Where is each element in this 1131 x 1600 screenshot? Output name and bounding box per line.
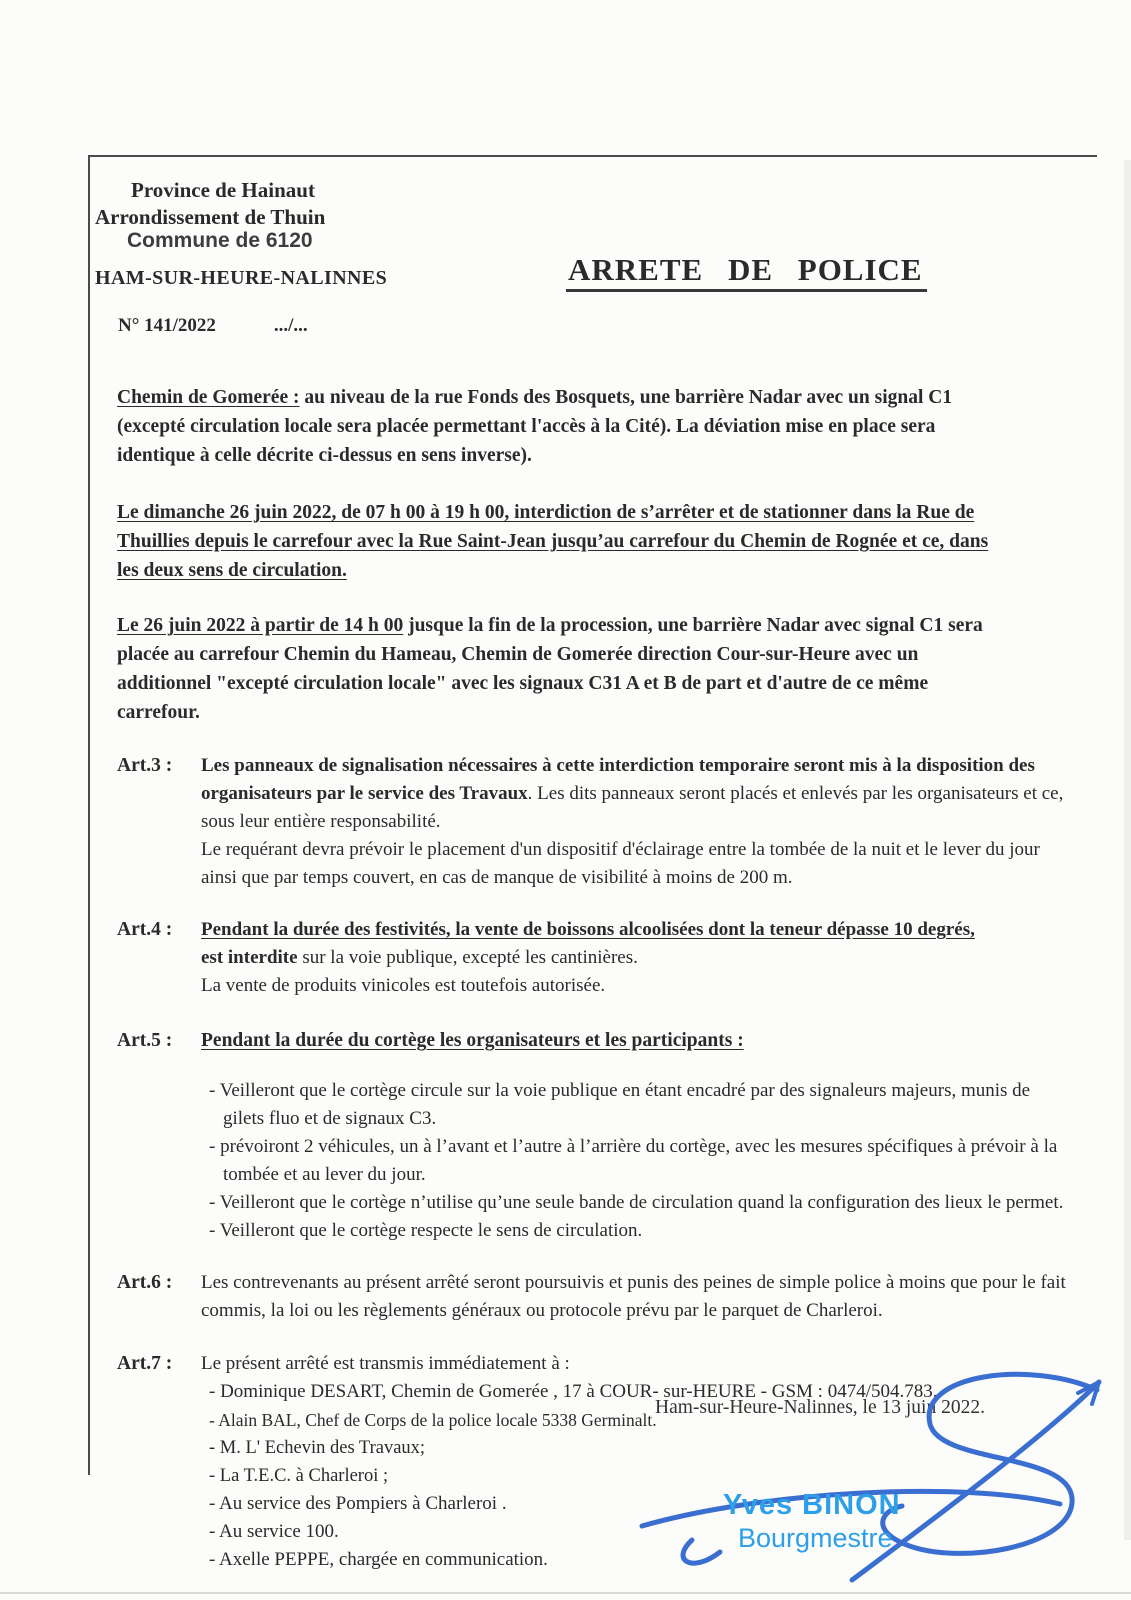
article-4-regular-run: sur la voie publique, excepté les cantinières. (297, 947, 638, 968)
bullet-item: - Veilleront que le cortège n’utilise qu’une seule bande de circulation quand la configuration des lieux le permet. (209, 1192, 1064, 1213)
paragraph-chemin-gomeree-rest: au niveau de la rue Fonds des Bosquets, une barrière Nadar avec un signal C1 (excepté circulation locale sera placée permettant l'accès à la Cité). La déviation mise en place sera identique à celle décrite ci-dessus en sens inverse). (117, 387, 953, 466)
signatory-role: Bourgmestre (738, 1523, 893, 1553)
scan-edge-right (1124, 160, 1131, 1540)
recipient-item: - Au service 100. (209, 1521, 339, 1542)
article-4-underlined-run: Pendant la durée des festivités, la vente de boissons alcoolisées dont la teneur dépasse 10 degrés, (201, 919, 975, 940)
article-6-label: Art.6 : (117, 1272, 173, 1293)
recipient-item: - M. L' Echevin des Travaux; (209, 1438, 426, 1458)
article-3-regular-run: . Les dits panneaux seront placés et enlevés par les organisateurs et ce, sous leur entière responsabilité. (201, 783, 1064, 832)
article-4 (117, 916, 1067, 1000)
signatory-name: Yves BINON (723, 1489, 901, 1521)
article-4-label: Art.4 : (117, 919, 173, 940)
paragraph-barriere-nadar-lead: Le 26 juin 2022 à partir de 14 h 00 (117, 615, 404, 636)
header-commune: Commune de 6120 (127, 229, 313, 252)
handwritten-signature-stroke (600, 1352, 1120, 1592)
bullet-item: - Veilleront que le cortège circule sur la voie publique en étant encadré par des signaleurs majeurs, munis de gilets fluo et de signaux C3. (209, 1080, 1031, 1129)
paragraph-chemin-gomeree-lead: Chemin de Gomerée : (117, 387, 300, 408)
article-5-heading: Pendant la durée du cortège les organisateurs et les participants : (201, 1030, 744, 1051)
article-5-text (201, 1027, 1067, 1245)
place-and-date: Ham-sur-Heure-Nalinnes, le 13 juin 2022. (655, 1397, 985, 1418)
article-4-line2 (201, 944, 1067, 972)
article-3-text (201, 752, 1067, 892)
article-4-text (201, 916, 1067, 1000)
recipient-item: - Axelle PEPPE, chargée en communication. (209, 1549, 548, 1570)
article-5-label: Art.5 : (117, 1030, 173, 1051)
article-5-bullet-list (201, 1077, 1067, 1245)
paragraph-chemin-gomeree (117, 375, 985, 470)
document-number (118, 315, 308, 337)
recipient-item: - Alain BAL, Chef de Corps de la police locale 5338 Germinalt. (209, 1410, 657, 1430)
paragraph-barriere-nadar-rest: jusque la fin de la procession, une barrière Nadar avec signal C1 sera placée au carrefour Chemin du Hameau, Chemin de Gomerée direction Cour-sur-Heure avec un additionnel "excepté circulation locale" avec les signaux C31 A et B de part et d'autre de ce même carrefour. (117, 615, 983, 723)
article-6-text: Les contrevenants au présent arrêté seront poursuivis et punis des peines de simple police à moins que pour le fait commis, la loi ou les règlements généraux ou protocole prévu par le parquet de Charleroi. (201, 1272, 1066, 1321)
article-4-bold-run: est interdite (201, 947, 298, 968)
frame-border-top (88, 155, 1097, 157)
header-arrondissement: Arrondissement de Thuin (95, 205, 326, 229)
bullet-item: - prévoiront 2 véhicules, un à l’avant et l’autre à l’arrière du cortège, avec les mesures spécifiques à prévoir à la tombée et au lever du jour. (209, 1136, 1058, 1185)
header-municipality: HAM-SUR-HEURE-NALINNES (95, 267, 388, 289)
article-7-intro: Le présent arrêté est transmis immédiatement à : (201, 1353, 570, 1374)
article-3 (117, 752, 1067, 892)
frame-border-left (88, 155, 90, 1475)
paragraph-barriere-nadar (117, 611, 987, 727)
paragraph-interdiction-stationner: Le dimanche 26 juin 2022, de 07 h 00 à 19 h 00, interdiction de s’arrêter et de stationner dans la Rue de Thuillies depuis le carrefour avec la Rue Saint-Jean jusqu’au carrefour du Chemin de Rognée et ce, dans les deux sens de circulation. (117, 502, 989, 581)
recipient-item: - Au service des Pompiers à Charleroi . (209, 1493, 507, 1514)
article-3-line2: Le requérant devra prévoir le placement d'un dispositif d'éclairage entre la tombée de la nuit et le lever du jour ainsi que par temps couvert, en cas de manque de visibilité à moins de 200 m. (201, 839, 1040, 888)
document-title: ARRETE DE POLICE (566, 252, 927, 292)
article-4-line3: La vente de produits vinicoles est toutefois autorisée. (201, 975, 606, 996)
document-number-value: N° 141/2022 (118, 315, 216, 336)
article-3-bold-run: Les panneaux de signalisation nécessaires à cette interdiction temporaire seront mis à la disposition des organisateurs par le service des Travaux (201, 755, 1035, 804)
recipient-item: - Dominique DESART, Chemin de Gomerée , 17 à COUR- sur-HEURE - GSM : 0474/504.783. (209, 1381, 938, 1402)
header-province: Province de Hainaut (131, 178, 315, 202)
article-7-label: Art.7 : (117, 1353, 173, 1374)
article-6 (117, 1269, 1067, 1325)
document-number-suffix: .../... (273, 315, 308, 336)
article-5 (117, 1027, 1067, 1245)
article-3-label: Art.3 : (117, 755, 173, 776)
bullet-item: - Veilleront que le cortège respecte le sens de circulation. (209, 1220, 643, 1241)
recipient-item: - La T.E.C. à Charleroi ; (209, 1466, 389, 1486)
